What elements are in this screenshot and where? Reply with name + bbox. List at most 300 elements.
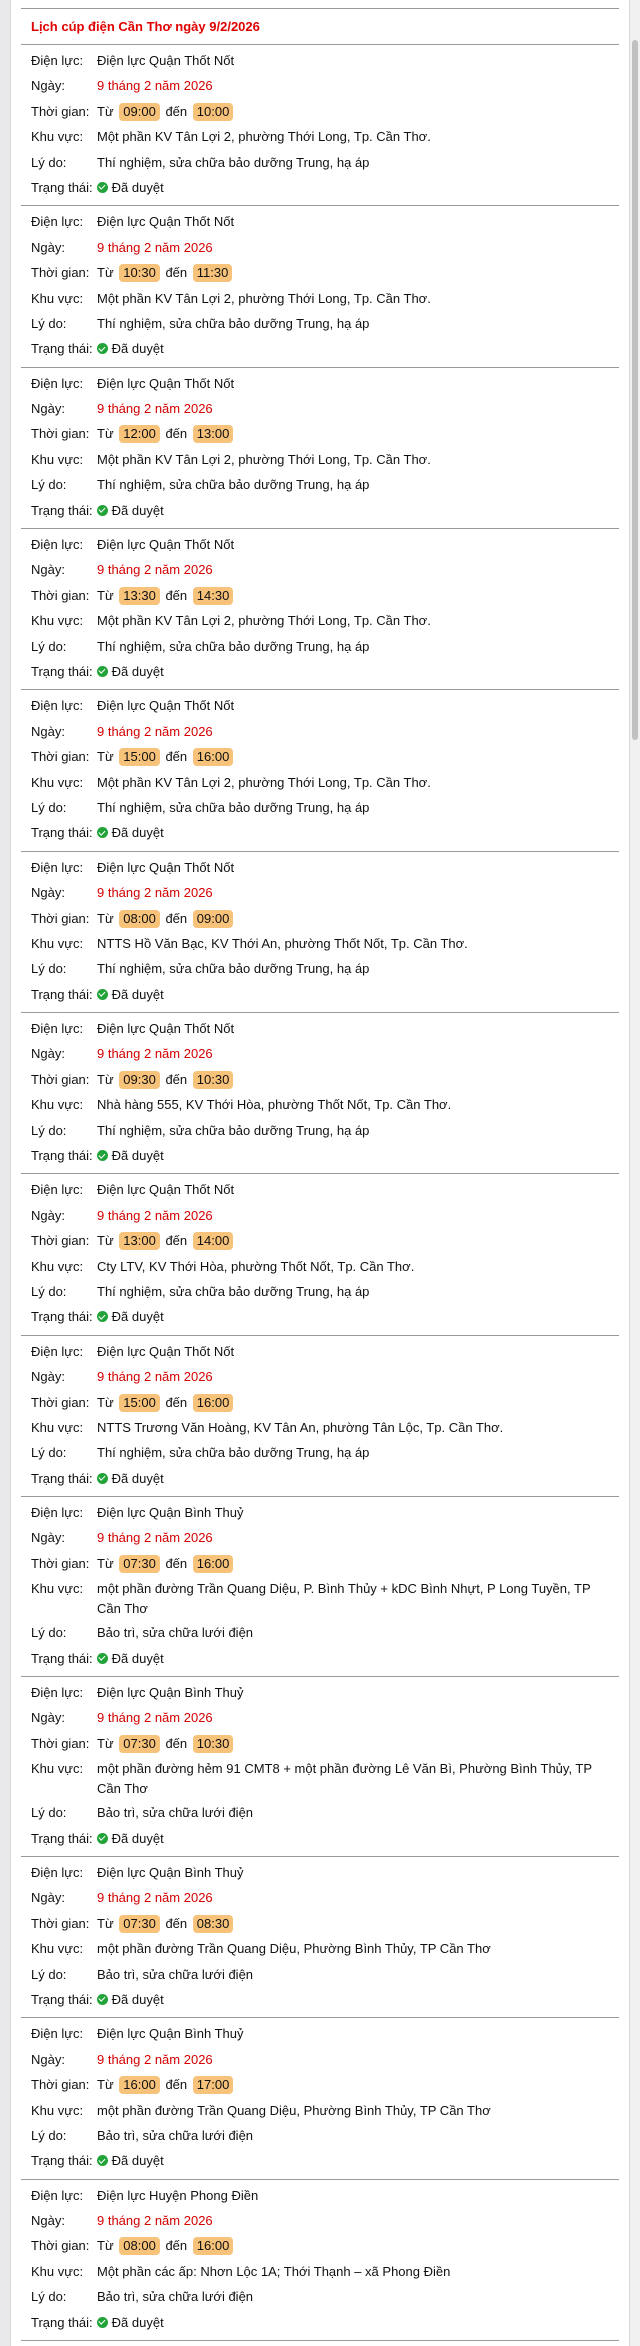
reason-row (31, 957, 619, 982)
date-label: Ngày: (31, 1369, 65, 1385)
status-label: Trạng thái: (31, 1148, 93, 1164)
status-text: Đã duyệt (111, 179, 164, 195)
outage-record (21, 529, 619, 690)
date-row (31, 1886, 619, 1911)
outage-record (21, 2018, 619, 2179)
area-label: Khu vực: (31, 774, 84, 790)
date-label: Ngày: (31, 2051, 65, 2067)
reason-row (31, 151, 619, 176)
status-text: Đã duyệt (111, 1830, 164, 1846)
end-time-badge: 10:30 (193, 1071, 234, 1089)
status-row (31, 176, 619, 201)
status-label: Trạng thái: (31, 663, 93, 679)
status-label: Trạng thái: (31, 341, 93, 357)
date-row (31, 1042, 619, 1067)
time-value (97, 1070, 619, 1090)
time-row (31, 422, 619, 447)
end-time-badge: 13:00 (193, 425, 234, 443)
reason-value: Bảo trì, sửa chữa lưới điện (97, 2289, 254, 2305)
reason-label: Lý do: (31, 154, 67, 170)
date-row (31, 74, 619, 99)
unit-label: Điện lực: (31, 698, 84, 714)
time-label: Thời gian: (31, 1071, 90, 1087)
status-row (31, 1467, 619, 1492)
date-label: Ngày: (31, 78, 65, 94)
unit-value: Điện lực Quận Thốt Nốt (97, 1021, 235, 1037)
date-label: Ngày: (31, 562, 65, 578)
time-value (97, 909, 619, 929)
to-label: đến (165, 426, 188, 442)
reason-row (31, 1280, 619, 1305)
outage-record (21, 368, 619, 529)
start-time-badge: 09:30 (119, 1071, 160, 1089)
time-value (97, 1393, 619, 1413)
reason-label: Lý do: (31, 1805, 67, 1821)
status-row (31, 1305, 619, 1330)
unit-value: Điện lực Quận Thốt Nốt (97, 375, 235, 391)
status-label: Trạng thái: (31, 2314, 93, 2330)
end-time-badge: 10:30 (193, 1735, 234, 1753)
to-label: đến (165, 1555, 188, 1571)
status-text: Đã duyệt (111, 663, 164, 679)
date-value: 9 tháng 2 năm 2026 (97, 1046, 213, 1062)
time-label: Thời gian: (31, 265, 90, 281)
date-value: 9 tháng 2 năm 2026 (97, 1369, 213, 1385)
status-value (97, 823, 619, 843)
reason-value: Thí nghiệm, sửa chữa bảo dưỡng Trung, hạ áp (97, 154, 370, 170)
from-label: Từ (97, 2238, 114, 2254)
status-row (31, 499, 619, 524)
date-label: Ngày: (31, 239, 65, 255)
reason-value: Thí nghiệm, sửa chữa bảo dưỡng Trung, hạ áp (97, 961, 370, 977)
start-time-badge: 08:00 (119, 2237, 160, 2255)
from-label: Từ (97, 1735, 114, 1751)
check-circle-icon (97, 827, 108, 838)
unit-row (31, 2022, 619, 2047)
check-circle-icon (97, 343, 108, 354)
reason-label: Lý do: (31, 2289, 67, 2305)
status-text: Đã duyệt (111, 986, 164, 1002)
status-text: Đã duyệt (111, 825, 164, 841)
area-value: Cty LTV, KV Thới Hòa, phường Thốt Nốt, Tp. Cần Thơ. (97, 1258, 415, 1274)
area-label: Khu vực: (31, 1097, 84, 1113)
reason-row (31, 796, 619, 821)
status-text: Đã duyệt (111, 1650, 164, 1666)
unit-label: Điện lực: (31, 1685, 84, 1701)
end-time-badge: 16:00 (193, 1394, 234, 1412)
time-label: Thời gian: (31, 587, 90, 603)
status-label: Trạng thái: (31, 1470, 93, 1486)
time-row (31, 2234, 619, 2259)
area-label: Khu vực: (31, 290, 84, 306)
unit-row (31, 856, 619, 881)
time-row (31, 1552, 619, 1577)
status-row (31, 1144, 619, 1169)
end-time-badge: 09:00 (193, 910, 234, 928)
date-label: Ngày: (31, 723, 65, 739)
unit-row (31, 1017, 619, 1042)
time-label: Thời gian: (31, 2238, 90, 2254)
to-label: đến (165, 2238, 188, 2254)
unit-row (31, 1178, 619, 1203)
time-value (97, 102, 619, 122)
unit-value: Điện lực Quận Thốt Nốt (97, 537, 235, 553)
unit-label: Điện lực: (31, 53, 84, 68)
status-value (97, 1307, 619, 1327)
status-row (31, 983, 619, 1008)
status-value (97, 1469, 619, 1489)
start-time-badge: 16:00 (119, 2076, 160, 2094)
area-value: Một phần KV Tân Lợi 2, phường Thới Long, Tp. Cần Thơ. (97, 613, 431, 629)
unit-row (31, 49, 619, 74)
area-value: một phần đường Trần Quang Diệu, Phường Bình Thủy, TP Cần Thơ (97, 2102, 491, 2118)
status-row (31, 1827, 619, 1852)
date-row (31, 881, 619, 906)
date-value: 9 tháng 2 năm 2026 (97, 239, 213, 255)
end-time-badge: 14:00 (193, 1232, 234, 1250)
status-label: Trạng thái: (31, 1991, 93, 2007)
area-row (31, 1416, 619, 1441)
time-label: Thời gian: (31, 910, 90, 926)
page-title: Lịch cúp điện Cần Thơ ngày 9/2/2026 (21, 9, 619, 45)
time-row (31, 2073, 619, 2098)
reason-label: Lý do: (31, 1966, 67, 1982)
status-value (97, 178, 619, 198)
reason-value: Thí nghiệm, sửa chữa bảo dưỡng Trung, hạ áp (97, 315, 370, 331)
reason-row (31, 473, 619, 498)
unit-label: Điện lực: (31, 1182, 84, 1198)
start-time-badge: 08:00 (119, 910, 160, 928)
time-value (97, 2236, 619, 2256)
time-row (31, 1391, 619, 1416)
unit-row (31, 1681, 619, 1706)
start-time-badge: 10:30 (119, 264, 160, 282)
time-value (97, 424, 619, 444)
end-time-badge: 16:00 (193, 1555, 234, 1573)
reason-row (31, 1621, 619, 1646)
area-value: Một phần các ấp: Nhơn Lộc 1A; Thới Thạnh – xã Phong Điền (97, 2263, 451, 2279)
area-row (31, 1757, 619, 1801)
date-value: 9 tháng 2 năm 2026 (97, 78, 213, 94)
status-value (97, 2313, 619, 2333)
area-row (31, 1093, 619, 1118)
time-value (97, 1231, 619, 1251)
unit-row (31, 1501, 619, 1526)
area-value: Một phần KV Tân Lợi 2, phường Thới Long, Tp. Cần Thơ. (97, 290, 431, 306)
reason-row (31, 1963, 619, 1988)
unit-value: Điện lực Quận Thốt Nốt (97, 1343, 235, 1359)
time-row (31, 261, 619, 286)
area-row (31, 448, 619, 473)
unit-value: Điện lực Quận Thốt Nốt (97, 698, 235, 714)
time-value (97, 586, 619, 606)
time-label: Thời gian: (31, 1233, 90, 1249)
area-label: Khu vực: (31, 2102, 84, 2118)
time-row (31, 745, 619, 770)
to-label: đến (165, 2077, 188, 2093)
reason-row (31, 2285, 619, 2310)
unit-label: Điện lực: (31, 1505, 84, 1521)
outage-record (21, 206, 619, 367)
area-row (31, 125, 619, 150)
status-label: Trạng thái: (31, 825, 93, 841)
time-label: Thời gian: (31, 749, 90, 765)
area-value: Nhà hàng 555, KV Thới Hòa, phường Thốt Nốt, Tp. Cần Thơ. (97, 1097, 452, 1113)
end-time-badge: 17:00 (193, 2076, 234, 2094)
status-text: Đã duyệt (111, 2314, 164, 2330)
check-circle-icon (97, 1833, 108, 1844)
unit-value: Điện lực Quận Bình Thuỷ (97, 1865, 244, 1880)
status-value (97, 339, 619, 359)
start-time-badge: 07:30 (119, 1915, 160, 1933)
outage-list (21, 45, 619, 2341)
status-value (97, 1829, 619, 1849)
time-row (31, 907, 619, 932)
reason-row (31, 1441, 619, 1466)
reason-row (31, 2124, 619, 2149)
outage-record (21, 1013, 619, 1174)
reason-label: Lý do: (31, 2127, 67, 2143)
start-time-badge: 15:00 (119, 748, 160, 766)
status-value (97, 2151, 619, 2171)
check-circle-icon (97, 1653, 108, 1664)
area-label: Khu vực: (31, 451, 84, 467)
end-time-badge: 16:00 (193, 2237, 234, 2255)
date-value: 9 tháng 2 năm 2026 (97, 1207, 213, 1223)
reason-label: Lý do: (31, 1122, 67, 1138)
time-value (97, 263, 619, 283)
check-circle-icon (97, 182, 108, 193)
area-label: Khu vực: (31, 1761, 84, 1777)
scrollbar[interactable] (630, 0, 640, 2346)
reason-row (31, 1119, 619, 1144)
date-row (31, 397, 619, 422)
end-time-badge: 10:00 (193, 103, 234, 121)
time-row (31, 584, 619, 609)
date-row (31, 1365, 619, 1390)
status-row (31, 1988, 619, 2013)
to-label: đến (165, 1735, 188, 1751)
date-value: 9 tháng 2 năm 2026 (97, 401, 213, 417)
from-label: Từ (97, 1233, 114, 1249)
area-label: Khu vực: (31, 1581, 84, 1597)
to-label: đến (165, 1071, 188, 1087)
start-time-badge: 09:00 (119, 103, 160, 121)
reason-value: Bảo trì, sửa chữa lưới điện (97, 2127, 254, 2143)
time-value (97, 1914, 619, 1934)
status-row (31, 2149, 619, 2174)
date-label: Ngày: (31, 885, 65, 901)
time-label: Thời gian: (31, 103, 90, 119)
check-circle-icon (97, 2317, 108, 2328)
status-text: Đã duyệt (111, 341, 164, 357)
reason-row (31, 635, 619, 660)
scrollbar-thumb[interactable] (632, 40, 638, 740)
check-circle-icon (97, 666, 108, 677)
area-label: Khu vực: (31, 2263, 84, 2279)
unit-label: Điện lực: (31, 375, 84, 391)
status-text: Đã duyệt (111, 1148, 164, 1164)
previous-section-edge (21, 0, 619, 9)
area-row (31, 2099, 619, 2124)
status-row (31, 2311, 619, 2336)
unit-value: Điện lực Quận Bình Thuỷ (97, 2026, 244, 2042)
area-value: một phần đường Trần Quang Diệu, Phường Bình Thủy, TP Cần Thơ (97, 1941, 491, 1957)
outage-record (21, 1497, 619, 1677)
date-value: 9 tháng 2 năm 2026 (97, 2213, 213, 2229)
check-circle-icon (97, 989, 108, 1000)
outage-record (21, 690, 619, 851)
status-text: Đã duyệt (111, 1309, 164, 1325)
area-label: Khu vực: (31, 129, 84, 145)
status-value (97, 662, 619, 682)
unit-value: Điện lực Quận Bình Thuỷ (97, 1685, 244, 1701)
unit-value: Điện lực Quận Thốt Nốt (97, 53, 235, 68)
date-row (31, 1706, 619, 1731)
unit-value: Điện lực Quận Thốt Nốt (97, 1182, 235, 1198)
date-row (31, 1204, 619, 1229)
area-value: Một phần KV Tân Lợi 2, phường Thới Long, Tp. Cần Thơ. (97, 774, 431, 790)
reason-value: Bảo trì, sửa chữa lưới điện (97, 1966, 254, 1982)
unit-label: Điện lực: (31, 2026, 84, 2042)
date-row (31, 2209, 619, 2234)
outage-record (21, 2180, 619, 2341)
unit-label: Điện lực: (31, 214, 84, 230)
area-row (31, 1937, 619, 1962)
status-value (97, 501, 619, 521)
check-circle-icon (97, 1311, 108, 1322)
status-label: Trạng thái: (31, 986, 93, 1002)
status-row (31, 660, 619, 685)
reason-value: Bảo trì, sửa chữa lưới điện (97, 1625, 254, 1641)
check-circle-icon (97, 1150, 108, 1161)
outage-record (21, 852, 619, 1013)
time-value (97, 1734, 619, 1754)
outage-record (21, 45, 619, 206)
to-label: đến (165, 587, 188, 603)
unit-row (31, 533, 619, 558)
status-label: Trạng thái: (31, 1650, 93, 1666)
check-circle-icon (97, 1473, 108, 1484)
unit-row (31, 1340, 619, 1365)
from-label: Từ (97, 103, 114, 119)
date-label: Ngày: (31, 1890, 65, 1906)
area-row (31, 932, 619, 957)
area-label: Khu vực: (31, 613, 84, 629)
unit-label: Điện lực: (31, 1343, 84, 1359)
area-value: NTTS Hồ Văn Bạc, KV Thới An, phường Thốt Nốt, Tp. Cần Thơ. (97, 935, 468, 951)
date-value: 9 tháng 2 năm 2026 (97, 2051, 213, 2067)
from-label: Từ (97, 426, 114, 442)
status-label: Trạng thái: (31, 179, 93, 195)
from-label: Từ (97, 910, 114, 926)
outage-record (21, 1336, 619, 1497)
start-time-badge: 07:30 (119, 1555, 160, 1573)
unit-row (31, 1861, 619, 1886)
from-label: Từ (97, 1394, 114, 1410)
area-row (31, 1255, 619, 1280)
status-value (97, 985, 619, 1005)
time-label: Thời gian: (31, 1915, 90, 1931)
reason-value: Thí nghiệm, sửa chữa bảo dưỡng Trung, hạ áp (97, 638, 370, 654)
reason-label: Lý do: (31, 1283, 67, 1299)
status-text: Đã duyệt (111, 502, 164, 518)
to-label: đến (165, 1394, 188, 1410)
to-label: đến (165, 1233, 188, 1249)
reason-row (31, 312, 619, 337)
unit-value: Điện lực Quận Thốt Nốt (97, 859, 235, 875)
reason-label: Lý do: (31, 638, 67, 654)
reason-value: Thí nghiệm, sửa chữa bảo dưỡng Trung, hạ áp (97, 1445, 370, 1461)
unit-row (31, 372, 619, 397)
area-label: Khu vực: (31, 935, 84, 951)
reason-label: Lý do: (31, 1625, 67, 1641)
date-label: Ngày: (31, 401, 65, 417)
unit-row (31, 694, 619, 719)
reason-label: Lý do: (31, 799, 67, 815)
unit-label: Điện lực: (31, 2187, 84, 2203)
area-label: Khu vực: (31, 1941, 84, 1957)
end-time-badge: 08:30 (193, 1915, 234, 1933)
status-text: Đã duyệt (111, 2153, 164, 2169)
area-label: Khu vực: (31, 1419, 84, 1435)
date-label: Ngày: (31, 1046, 65, 1062)
area-row (31, 2260, 619, 2285)
area-value: Một phần KV Tân Lợi 2, phường Thới Long, Tp. Cần Thơ. (97, 451, 431, 467)
area-value: Một phần KV Tân Lợi 2, phường Thới Long, Tp. Cần Thơ. (97, 129, 431, 145)
unit-label: Điện lực: (31, 859, 84, 875)
area-row (31, 771, 619, 796)
unit-row (31, 210, 619, 235)
status-label: Trạng thái: (31, 502, 93, 518)
to-label: đến (165, 910, 188, 926)
reason-value: Thí nghiệm, sửa chữa bảo dưỡng Trung, hạ áp (97, 1283, 370, 1299)
reason-value: Thí nghiệm, sửa chữa bảo dưỡng Trung, hạ áp (97, 799, 370, 815)
from-label: Từ (97, 2077, 114, 2093)
reason-row (31, 1801, 619, 1826)
date-row (31, 2048, 619, 2073)
area-value: một phần đường hẻm 91 CMT8 + một phần đường Lê Văn Bì, Phường Bình Thủy, TP Cần Thơ (97, 1761, 592, 1797)
to-label: đến (165, 103, 188, 119)
date-label: Ngày: (31, 1530, 65, 1546)
time-label: Thời gian: (31, 1555, 90, 1571)
reason-label: Lý do: (31, 477, 67, 493)
to-label: đến (165, 265, 188, 281)
status-value (97, 1146, 619, 1166)
check-circle-icon (97, 1994, 108, 2005)
status-value (97, 1649, 619, 1669)
start-time-badge: 13:30 (119, 587, 160, 605)
end-time-badge: 14:30 (193, 587, 234, 605)
time-value (97, 2075, 619, 2095)
time-row (31, 1229, 619, 1254)
status-label: Trạng thái: (31, 1309, 93, 1325)
check-circle-icon (97, 2155, 108, 2166)
from-label: Từ (97, 265, 114, 281)
time-row (31, 1912, 619, 1937)
from-label: Từ (97, 1071, 114, 1087)
status-text: Đã duyệt (111, 1991, 164, 2007)
from-label: Từ (97, 749, 114, 765)
reason-label: Lý do: (31, 961, 67, 977)
status-row (31, 337, 619, 362)
unit-value: Điện lực Quận Bình Thuỷ (97, 1505, 244, 1521)
date-value: 9 tháng 2 năm 2026 (97, 885, 213, 901)
reason-label: Lý do: (31, 315, 67, 331)
date-value: 9 tháng 2 năm 2026 (97, 562, 213, 578)
status-value (97, 1990, 619, 2010)
date-value: 9 tháng 2 năm 2026 (97, 1710, 213, 1726)
